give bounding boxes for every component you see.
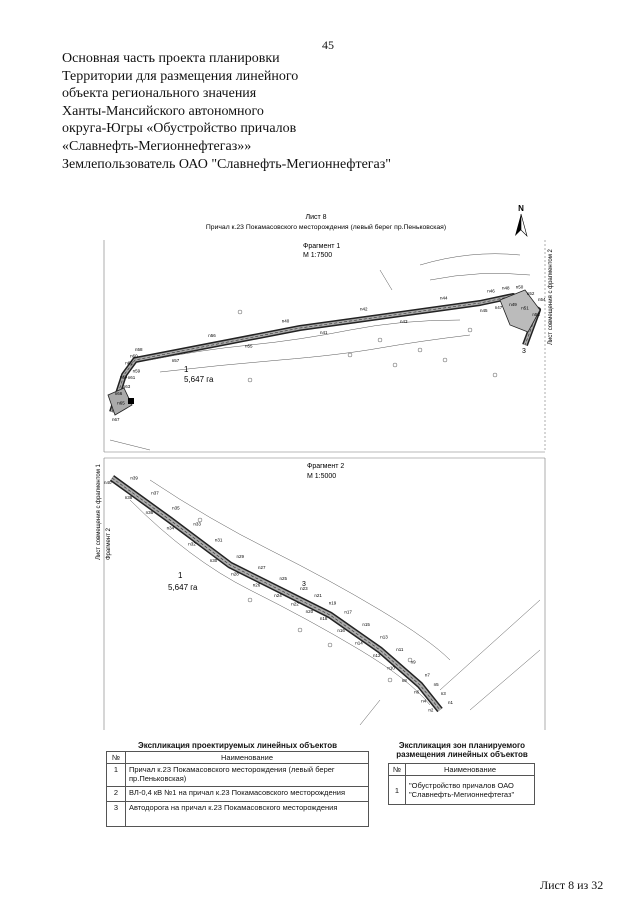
point-label: n40 [281, 318, 290, 324]
sheet-subtitle: Причал к.23 Покамасовского месторождения (левый берег пр.Пеньковская) [205, 224, 447, 231]
objects-explication-table [106, 741, 369, 827]
point-label: n40 [104, 480, 112, 485]
header-line: Территории для размещения линейного [62, 68, 299, 84]
point-label: n34 [166, 525, 175, 531]
row-num: 2 [107, 787, 126, 802]
row-num: 1 [107, 764, 126, 787]
sheet-title: Лист 8 [305, 214, 327, 221]
point-label: n43 [400, 319, 408, 325]
point-label: n24 [274, 593, 282, 599]
row-num: 1 [389, 776, 406, 805]
point-label: n33 [193, 521, 201, 527]
point-label: n22 [291, 601, 299, 607]
point-label: n2 [428, 707, 434, 713]
sheet-footer: Лист 8 из 32 [540, 878, 604, 892]
point-label: n9 [410, 659, 416, 665]
objects-col-num: № [107, 752, 126, 764]
point-label: n60 [130, 353, 138, 359]
row-name: Причал к.23 Покамасовского месторождения (левый берег пр.Пеньковская) [126, 764, 369, 787]
point-label: n45 [480, 308, 488, 313]
page-number: 45 [322, 38, 334, 52]
fragment-2-marker: 3 [302, 581, 306, 588]
point-label: n38 [124, 495, 133, 501]
header-line: «Славнефть-Мегионнефтегаз»» [62, 138, 252, 154]
point-label: n23 [300, 586, 308, 591]
zones-col-name: Наименование [406, 764, 535, 776]
fragment-2-title: Фрагмент 2 [307, 463, 345, 470]
row-num: 3 [107, 802, 126, 827]
point-label: n27 [258, 565, 266, 570]
point-label: n32 [188, 541, 196, 547]
point-label: n63 [122, 384, 131, 390]
point-label: n57 [171, 357, 180, 363]
point-label: n46 [487, 288, 495, 294]
point-label: n4 [421, 698, 427, 704]
fragment-1-side-label: Лист совмещения с фрагментом 2 [548, 249, 554, 345]
objects-col-name: Наименование [126, 752, 369, 764]
point-label: n14 [355, 640, 363, 646]
point-label: n65 [117, 400, 125, 406]
zones-col-num: № [389, 764, 406, 776]
zones-table-caption: Экспликация зон планируемого размещения линейных объектов [396, 741, 528, 759]
fragment-2-side-label-2: Фрагмент 2 [106, 528, 112, 560]
table-row [107, 787, 369, 802]
fragment-1-frame [104, 240, 545, 452]
point-label: n58 [135, 347, 143, 352]
fragment-1-zone-number: 1 [184, 365, 189, 374]
point-label: n30 [209, 557, 218, 563]
fragment-1-corridor [108, 290, 540, 415]
fragment-2-side-label: Лист совмещения с фрагментом 1 [96, 464, 102, 560]
point-label: n13 [380, 634, 388, 640]
point-label: n35 [172, 505, 180, 511]
point-label: n49 [509, 301, 517, 307]
point-label: n61 [127, 375, 136, 380]
point-label: n26 [252, 582, 261, 588]
header-line: Ханты-Мансийского автономного [62, 103, 264, 119]
point-label: n17 [344, 609, 352, 615]
table-row [107, 764, 369, 787]
north-arrow-icon [515, 214, 527, 236]
point-label: n50 [515, 284, 524, 290]
row-name: Автодорога на причал к.23 Покамасовского месторождения [126, 802, 369, 827]
point-label: n48 [502, 285, 510, 291]
point-label: n37 [151, 490, 159, 496]
fragment-1-marker: 3 [522, 348, 526, 355]
point-label: n29 [236, 553, 245, 559]
point-label: n11 [396, 647, 404, 653]
fragment-2-frame [104, 458, 545, 730]
fragment-2-zone-number: 1 [178, 571, 183, 580]
point-label: n3 [440, 691, 446, 696]
fragment-1-title: Фрагмент 1 [303, 243, 341, 250]
point-label: n10 [387, 665, 395, 671]
point-label: n41 [320, 330, 328, 336]
point-label: n42 [360, 306, 368, 312]
point-label: n16 [337, 627, 345, 633]
point-label: n52 [526, 290, 535, 296]
fragment-2-area: 5,647 га [168, 583, 198, 592]
point-label: n64 [120, 374, 128, 380]
point-label: n18 [319, 616, 328, 621]
point-label: n1 [448, 700, 454, 705]
point-label: n21 [314, 593, 322, 599]
point-label: n31 [214, 537, 223, 543]
point-label: n44 [440, 295, 448, 301]
header-line: Землепользователь ОАО "Славнефть-Мегионнефтегаз" [62, 156, 391, 172]
point-label: n67 [112, 417, 120, 422]
table-row [107, 802, 369, 827]
north-label: N [518, 204, 524, 213]
point-label: n8 [401, 678, 407, 683]
row-name: ВЛ-0,4 кВ №1 на причал к.23 Покамасовского месторождения [126, 787, 369, 802]
point-label: n25 [279, 575, 288, 581]
point-label: n54 [538, 297, 546, 302]
header-line: объекта регионального значения [62, 86, 257, 102]
fragment-2-scale: М 1:5000 [307, 473, 337, 480]
fragment-1-scale: М 1:7500 [303, 252, 333, 259]
point-label: n39 [130, 475, 138, 481]
fragment-1-area: 5,647 га [184, 375, 214, 384]
point-label: n47 [494, 304, 503, 310]
point-label: n20 [305, 608, 314, 614]
point-label: n19 [328, 600, 337, 606]
row-name: "Обустройство причалов ОАО "Славнефть-Мегионнефтегаз" [406, 776, 535, 805]
point-label: n7 [424, 672, 430, 678]
zones-explication-table [388, 741, 536, 805]
point-label: n6 [414, 689, 420, 695]
point-label: n53 [532, 311, 540, 317]
header-line: округа-Югры «Обустройство причалов [62, 121, 297, 137]
point-label: n56 [208, 332, 216, 338]
point-label: n36 [145, 510, 154, 516]
table-row [389, 776, 535, 805]
point-label: n66 [114, 390, 123, 396]
point-label: n5 [433, 682, 439, 688]
point-label: n62 [125, 360, 133, 366]
point-label: n12 [373, 652, 381, 658]
point-label: n15 [362, 622, 370, 628]
point-label: n55 [245, 343, 253, 349]
header-line: Основная часть проекта планировки [62, 51, 280, 66]
objects-table-caption: Экспликация проектируемых линейных объектов [138, 741, 337, 750]
point-label: n51 [521, 305, 529, 311]
point-label: n28 [231, 571, 239, 577]
point-label: n59 [132, 368, 141, 374]
